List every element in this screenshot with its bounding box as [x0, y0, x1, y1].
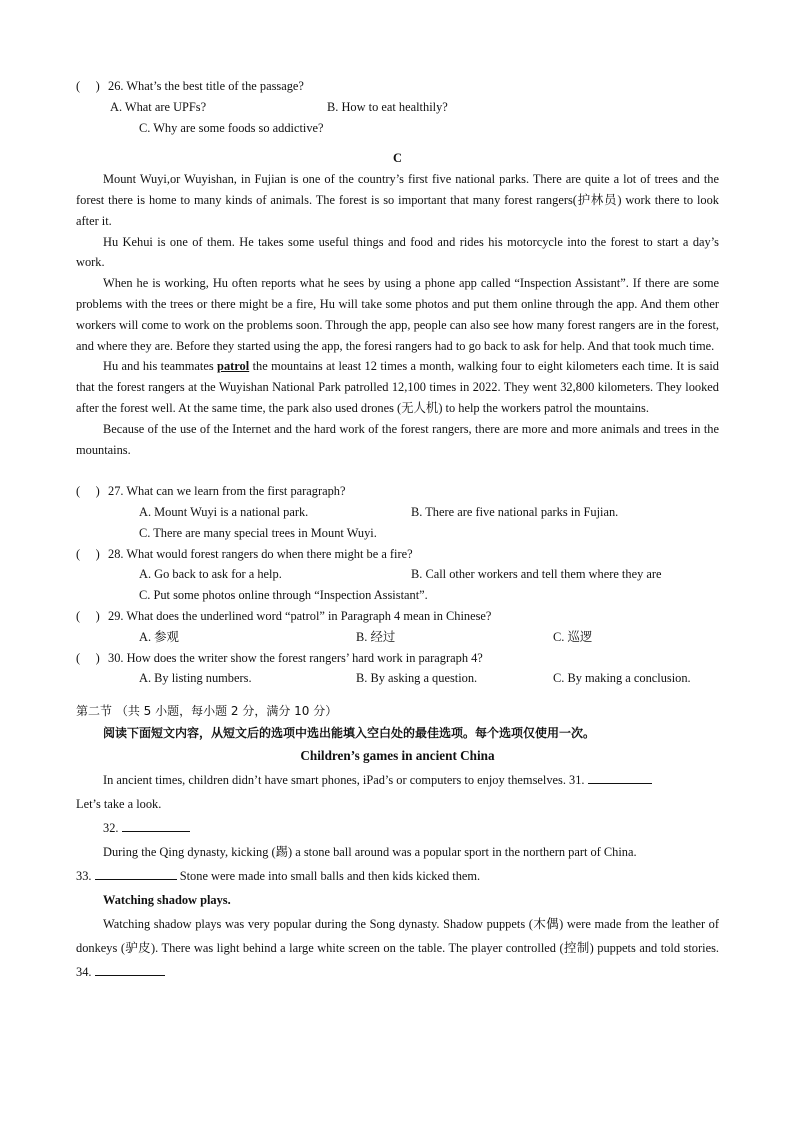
passage-paragraph-5: Because of the use of the Internet and the hard work of the forest rangers, there are more and more animals and trees in the mountains.	[76, 421, 719, 457]
option-b: B. By asking a question.	[356, 671, 478, 686]
question-26	[76, 76, 719, 97]
passage-paragraph-3: When he is working, Hu often reports what he sees by using a phone app called “Inspection Assistant”. If there are some problems with the trees or there might be a fire, Hu will take some photos and put them online through the app. And them other workers will come to work on the problems soon. Through the app, people can also see how many forest rangers are in the forest, and where they are. Before they started using the app, the foresi rangers had to go back to ask for help. And that took much time.	[76, 276, 719, 353]
option-a: A. Go back to ask for a help.	[139, 567, 282, 582]
section-heading: 第二节 （共 5 小题，每小题 2 分，满分 10 分）	[76, 704, 338, 719]
passage-paragraph-1-cont: Let’s take a look.	[76, 796, 162, 811]
passage-paragraph-4: Hu and his teammates patrol the mountains at least 12 times a month, walking four to eight kilometers each time. It is said that the forest rangers at the Wuyishan National Park patrolled 12,100 times in 2022. They went 32,800 kilometers. They looked after the forest well. At the same time, the park also used drones (无人机) to help the workers patrol the mountains.	[76, 359, 719, 415]
passage-paragraph-2: During the Qing dynasty, kicking (踢) a stone ball around was a popular sport in the northern part of China.	[103, 844, 637, 859]
blank-31[interactable]	[588, 769, 652, 784]
option-a: A. What are UPFs?	[110, 99, 207, 114]
option-b: B. Call other workers and tell them where they are	[411, 567, 662, 582]
option-a: A. Mount Wuyi is a national park.	[139, 504, 309, 519]
answer-bracket[interactable]: ( )	[76, 546, 100, 561]
option-c: C. Why are some foods so addictive?	[139, 120, 324, 135]
question-29	[76, 606, 719, 627]
passage-title: Children’s games in ancient China	[300, 747, 495, 763]
option-a: A. 参观	[139, 629, 179, 644]
passage-paragraph-1: In ancient times, children didn’t have smart phones, iPad’s or computers to enjoy themselves. 31.	[76, 768, 719, 792]
option-c: C. There are many special trees in Mount Wuyi.	[139, 525, 377, 540]
question-text: 29. What does the underlined word “patrol” in Paragraph 4 mean in Chinese?	[108, 608, 492, 623]
question-text: 26. What’s the best title of the passage?	[108, 79, 304, 93]
option-a: A. By listing numbers.	[139, 671, 252, 686]
blank-33[interactable]	[95, 865, 177, 880]
passage-paragraph-3: Watching shadow plays was very popular during the Song dynasty. Shadow puppets (木偶) were made from the leather of donkeys (驴皮). There was light behind a large white screen on the table. The player controlled (控制) puppets and told stories. 34.	[76, 916, 719, 979]
option-b: B. How to eat healthily?	[327, 99, 448, 114]
question-26-options	[76, 97, 719, 118]
option-c: C. 巡逻	[553, 629, 593, 644]
answer-bracket[interactable]: ( )	[76, 484, 100, 499]
question-text: 27. What can we learn from the first paragraph?	[108, 484, 346, 499]
question-28-options	[76, 564, 719, 585]
blank-32[interactable]	[122, 817, 190, 832]
passage-paragraph-2-cont: 33. Stone were made into small balls and then kids kicked them.	[76, 864, 719, 888]
question-30-options	[76, 668, 719, 689]
answer-bracket[interactable]: ( )	[76, 650, 100, 665]
question-28	[76, 544, 719, 565]
option-b: B. 经过	[356, 629, 396, 644]
option-b: B. There are five national parks in Fujian.	[411, 504, 619, 519]
question-28-option-c-row	[76, 585, 719, 606]
question-text: 30. How does the writer show the forest rangers’ hard work in paragraph 4?	[108, 650, 483, 665]
question-27	[76, 481, 719, 502]
exam-page	[76, 76, 719, 984]
answer-bracket[interactable]: ( )	[76, 79, 100, 93]
section-instruction: 阅读下面短文内容，从短文后的选项中选出能填入空白处的最佳选项。每个选项仅使用一次。	[103, 726, 596, 741]
section-letter: C	[393, 151, 402, 166]
blank-34[interactable]	[95, 961, 165, 976]
passage-subheading: Watching shadow plays.	[103, 892, 231, 907]
option-c: C. By making a conclusion.	[553, 671, 691, 686]
question-27-option-c-row	[76, 523, 719, 544]
option-c: C. Put some photos online through “Inspection Assistant”.	[139, 588, 428, 603]
question-29-options	[76, 627, 719, 648]
passage-paragraph-1: Mount Wuyi,or Wuyishan, in Fujian is one of the country’s first five national parks. There are quite a lot of trees and the forest there is home to many kinds of animals. The forest is so important that many forest rangers(护林员) work there to look after it.	[76, 172, 719, 228]
answer-bracket[interactable]: ( )	[76, 608, 100, 623]
passage-paragraph-2: Hu Kehui is one of them. He takes some useful things and food and rides his motorcycle into the forest to start a day’s work.	[76, 234, 719, 270]
blank-32-row: 32.	[76, 816, 719, 840]
question-27-options	[76, 502, 719, 523]
question-text: 28. What would forest rangers do when there might be a fire?	[108, 546, 413, 561]
question-26-option-c-row	[76, 118, 719, 139]
question-30	[76, 648, 719, 669]
underlined-word: patrol	[217, 359, 250, 374]
